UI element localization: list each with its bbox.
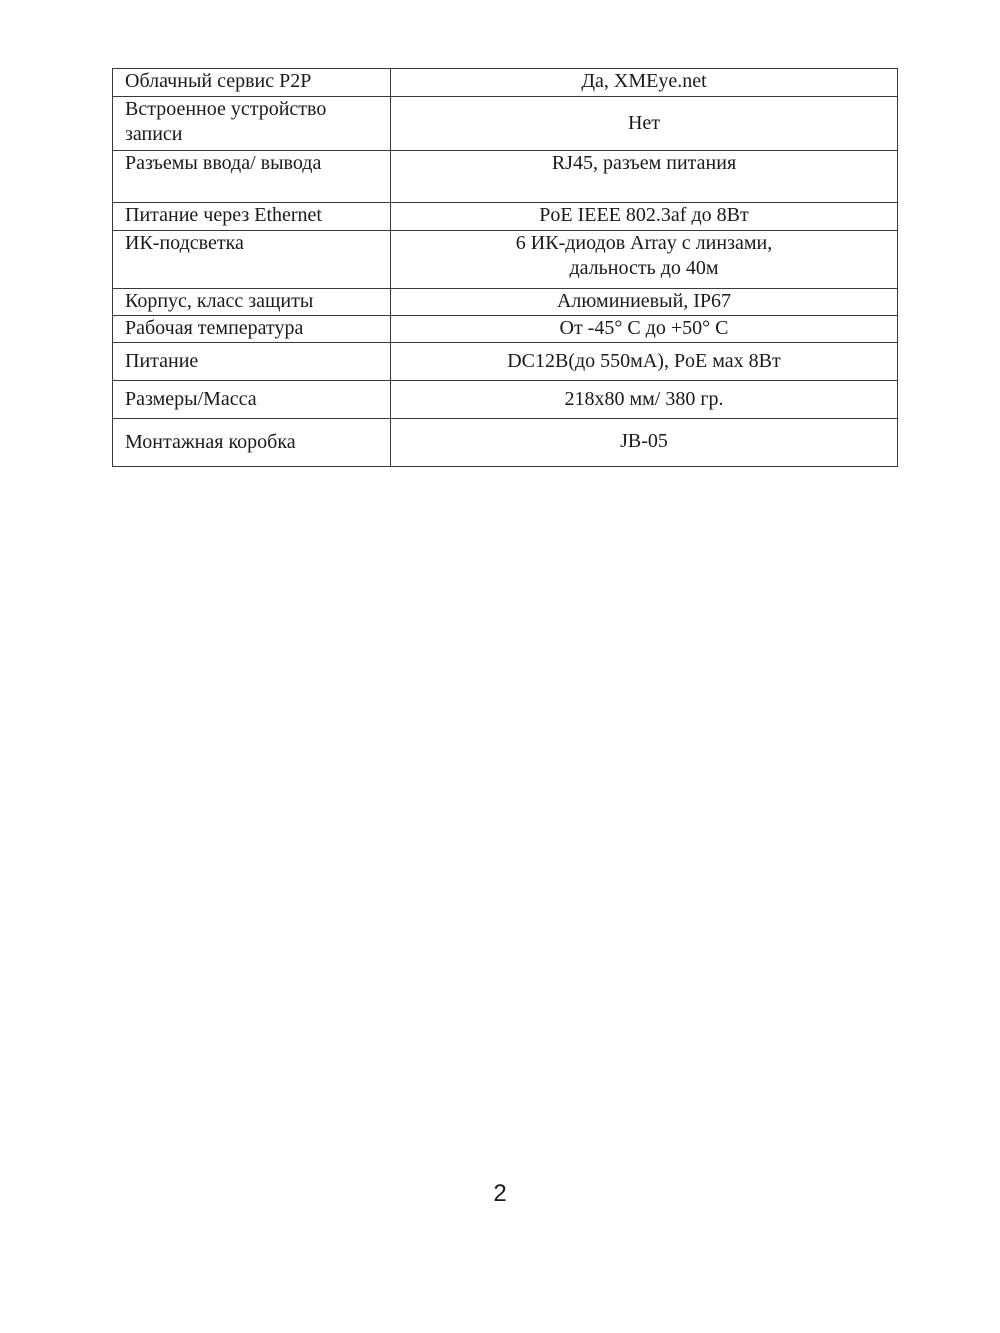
spec-value: 6 ИК-диодов Array с линзами, дальность до 40м — [391, 231, 898, 289]
spec-label: Встроенное устройство записи — [113, 97, 391, 151]
table-row — [113, 343, 898, 381]
table-row — [113, 151, 898, 203]
spec-value: Да, XMEye.net — [391, 69, 898, 97]
spec-label: Рабочая температура — [113, 316, 391, 343]
spec-value: Нет — [391, 97, 898, 151]
table-row — [113, 203, 898, 231]
spec-label: Монтажная коробка — [113, 419, 391, 467]
spec-label: Питание через Ethernet — [113, 203, 391, 231]
table-row — [113, 381, 898, 419]
table-row — [113, 289, 898, 316]
table-row — [113, 316, 898, 343]
spec-label: ИК-подсветка — [113, 231, 391, 289]
table-row — [113, 69, 898, 97]
table-row — [113, 419, 898, 467]
spec-value: DC12В(до 550мА), PoE мах 8Вт — [391, 343, 898, 381]
spec-label: Разъемы ввода/ вывода — [113, 151, 391, 203]
spec-label: Питание — [113, 343, 391, 381]
spec-value: Алюминиевый, IP67 — [391, 289, 898, 316]
table-row — [113, 231, 898, 289]
table-row — [113, 97, 898, 151]
spec-value: 218x80 мм/ 380 гр. — [391, 381, 898, 419]
spec-value: PoE IEEE 802.3af до 8Вт — [391, 203, 898, 231]
specifications-table — [112, 68, 898, 467]
page-number: 2 — [493, 1180, 507, 1207]
spec-label: Облачный сервис P2P — [113, 69, 391, 97]
spec-value: От -45° С до +50° С — [391, 316, 898, 343]
spec-value: JB-05 — [391, 419, 898, 467]
spec-label: Размеры/Масса — [113, 381, 391, 419]
spec-value: RJ45, разъем питания — [391, 151, 898, 203]
spec-label: Корпус, класс защиты — [113, 289, 391, 316]
